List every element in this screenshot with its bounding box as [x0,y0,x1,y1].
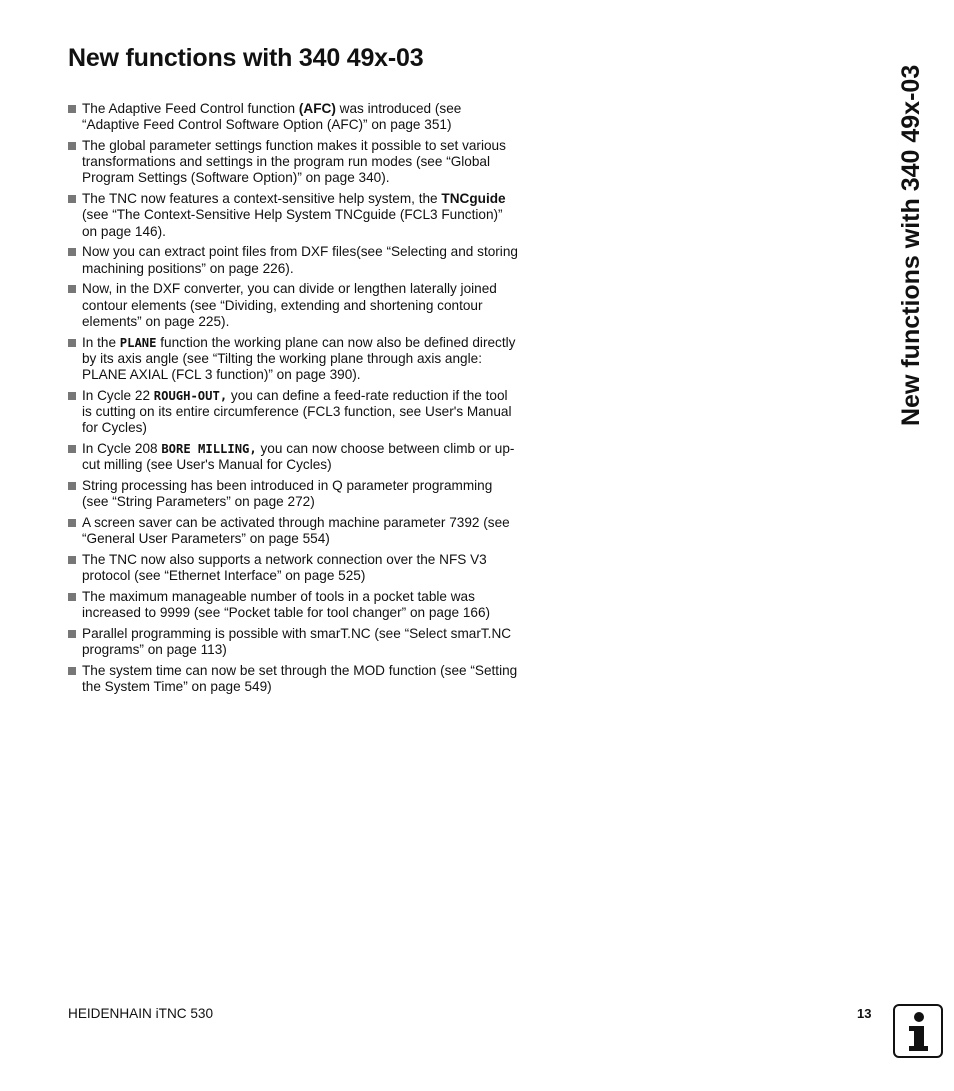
list-item: The TNC now features a context-sensitive help system, the TNCguide (see “The Context-Sensitive Help System TNCguide (FCL3 Function)” on page 146). [68,191,518,240]
bullet-square-icon [68,667,76,675]
footer-product: HEIDENHAIN iTNC 530 [68,1006,214,1021]
bullet-square-icon [68,519,76,527]
bullet-square-icon [68,593,76,601]
list-item: Now, in the DXF converter, you can divide or lengthen laterally joined contour elements (see “Dividing, extending and shortening contour elements” on page 225). [68,281,518,330]
bullet-square-icon [68,482,76,490]
list-item: The TNC now also supports a network connection over the NFS V3 protocol (see “Ethernet Interface” on page 525) [68,552,518,584]
info-icon [893,1004,943,1058]
list-item: A screen saver can be activated through machine parameter 7392 (see “General User Parameters” on page 554) [68,515,518,547]
bullet-square-icon [68,248,76,256]
bullet-square-icon [68,556,76,564]
info-glyph [895,1006,941,1056]
list-item: The global parameter settings function makes it possible to set various transformations and settings in the program run modes (see “Global Program Settings (Software Option)” on page 340). [68,138,518,187]
bullet-square-icon [68,195,76,203]
feature-list [68,101,518,700]
bullet-square-icon [68,392,76,400]
page-title: New functions with 340 49x-03 [68,44,424,72]
list-item: Now you can extract point files from DXF files(see “Selecting and storing machining positions” on page 226). [68,244,518,276]
side-title: New functions with 340 49x-03 [897,64,925,426]
list-item: In Cycle 22 ROUGH-OUT, you can define a feed-rate reduction if the tool is cutting on its entire circumference (FCL3 function, see User's Manual for Cycles) [68,388,518,437]
bullet-square-icon [68,339,76,347]
list-item: String processing has been introduced in Q parameter programming (see “String Parameters” on page 272) [68,478,518,510]
list-item: The system time can now be set through the MOD function (see “Setting the System Time” on page 549) [68,663,518,695]
list-item: In Cycle 208 BORE MILLING, you can now choose between climb or up-cut milling (see User's Manual for Cycles) [68,441,518,473]
list-item: Parallel programming is possible with smarT.NC (see “Select smarT.NC programs” on page 113) [68,626,518,658]
list-item: In the PLANE function the working plane can now also be defined directly by its axis angle (see “Tilting the working plane through axis angle: PLANE AXIAL (FCL 3 function)” on page 390). [68,335,518,384]
list-item: The maximum manageable number of tools in a pocket table was increased to 9999 (see “Pocket table for tool changer” on page 166) [68,589,518,621]
bullet-square-icon [68,105,76,113]
bullet-square-icon [68,285,76,293]
bullet-square-icon [68,142,76,150]
bullet-square-icon [68,445,76,453]
page-number: 13 [857,1006,872,1021]
bullet-square-icon [68,630,76,638]
list-item: The Adaptive Feed Control function (AFC) was introduced (see “Adaptive Feed Control Software Option (AFC)” on page 351) [68,101,518,133]
